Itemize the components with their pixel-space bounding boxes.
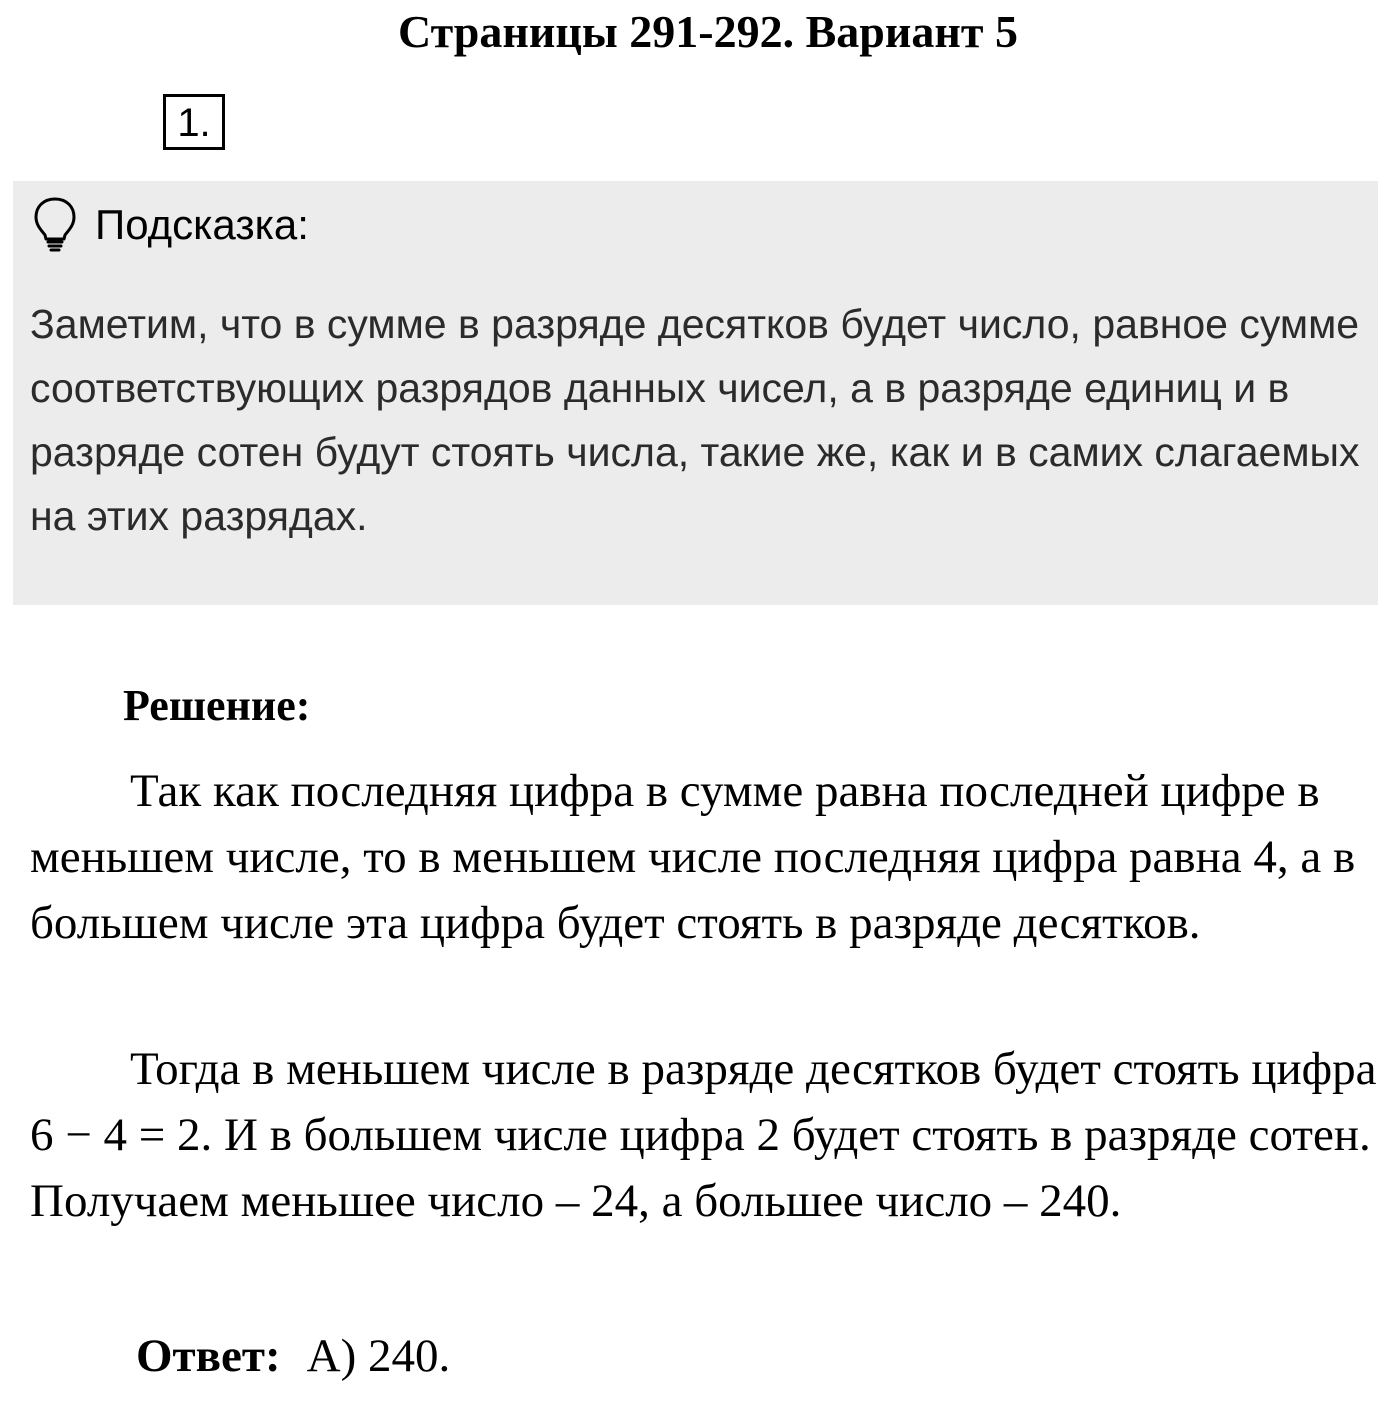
hint-box — [13, 181, 1378, 605]
answer-label: Ответ: — [136, 1330, 281, 1382]
page-title: Страницы 291-292. Вариант 5 — [398, 6, 1018, 57]
hint-text: Заметим, что в сумме в разряде десятков будет число, равное сумме соответствующих разрядов данных чисел, а в разряде единиц и в разряде сотен будут стоять числа, такие же, как и в самих слагаемых на этих разрядах. — [30, 301, 1360, 539]
solution-heading: Решение: — [123, 681, 311, 730]
answer-value: А) 240. — [306, 1330, 451, 1382]
hint-header — [31, 195, 309, 255]
solution-paragraph: Так как последняя цифра в сумме равна последней цифре в меньшем числе, то в меньшем числе последняя цифра равна 4, а в большем числе эта цифра будет стоять в разряде десятков. — [30, 765, 1356, 949]
answer-line — [136, 1326, 450, 1386]
hint-label: Подсказка: — [95, 201, 309, 248]
solution-paragraph: Тогда в меньшем числе в разряде десятков будет стоять цифра 6 − 4 = 2. И в большем числе цифра 2 будет стоять в разряде сотен. Получаем меньшее число – 24, а большее число – 240. — [30, 1043, 1377, 1227]
lightbulb-icon — [31, 195, 79, 255]
task-number-badge: 1. — [163, 94, 225, 150]
